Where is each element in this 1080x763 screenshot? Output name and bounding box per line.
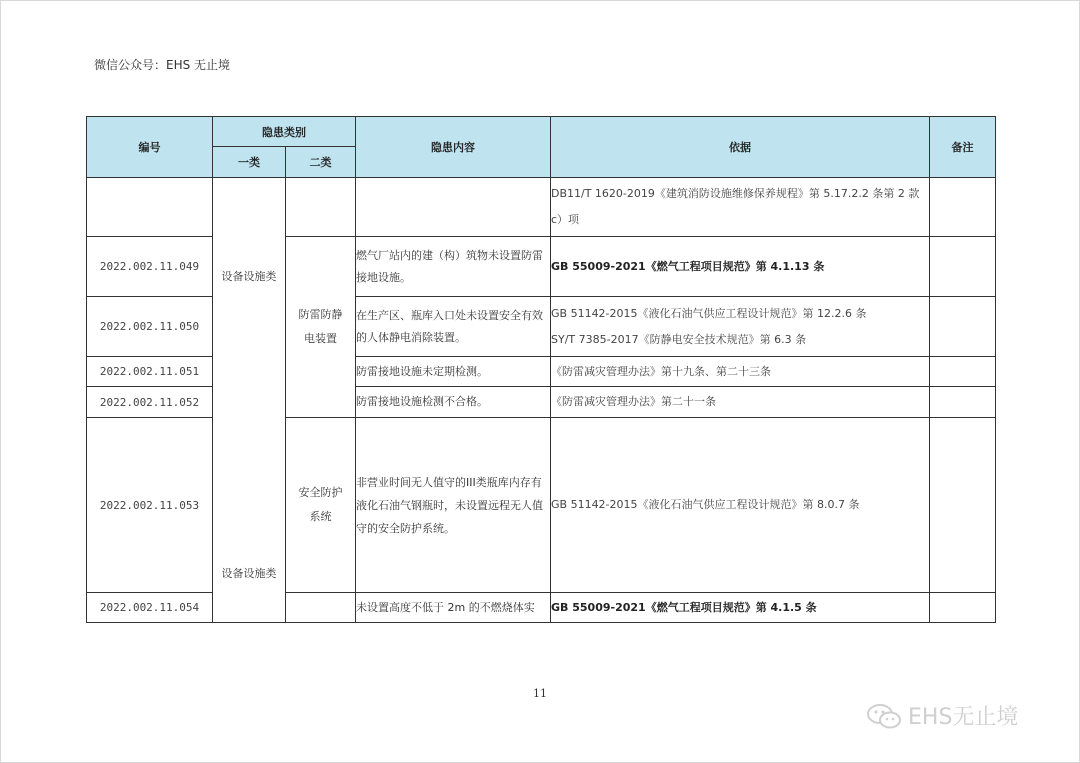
cell-cat2	[286, 237, 356, 418]
basis-line: DB11/T 1620-2019《建筑消防设施维修保养规程》第 5.17.2.2 条第 2 款	[551, 187, 920, 200]
cell-basis	[551, 178, 930, 237]
cell-content: 未设置高度不低于 2m 的不燃烧体实	[356, 593, 551, 623]
cell-content: 非营业时间无人值守的III类瓶库内存有液化石油气钢瓶时，未设置远程无人值守的安全防护系统。	[356, 418, 551, 593]
cell-content: 防雷接地设施未定期检测。	[356, 357, 551, 387]
header-note: 微信公众号：EHS 无止境	[94, 58, 231, 72]
cell-remarks	[930, 297, 996, 357]
cell-code: 2022.002.11.051	[87, 357, 213, 387]
header-content: 隐患内容	[356, 117, 551, 178]
cell-content: 燃气厂站内的建（构）筑物未设置防雷接地设施。	[356, 237, 551, 297]
cat1-label-top: 设备设施类	[221, 270, 277, 283]
header-cat2: 二类	[286, 147, 356, 178]
page-number: 11	[533, 687, 547, 700]
basis-line: 《防雷减灾管理办法》第十九条、第二十三条	[551, 364, 771, 378]
basis-line: GB 51142-2015《液化石油气供应工程设计规范》第 12.2.6 条	[551, 306, 867, 320]
cell-basis	[551, 418, 930, 593]
wechat-icon	[866, 702, 902, 730]
basis-line: GB 55009-2021《燃气工程项目规范》第 4.1.13 条	[551, 259, 825, 273]
table-row	[87, 178, 996, 237]
header-code: 编号	[87, 117, 213, 178]
cell-content: 在生产区、瓶库入口处未设置安全有效的人体静电消除装置。	[356, 297, 551, 357]
basis-line: GB 51142-2015《液化石油气供应工程设计规范》第 8.0.7 条	[551, 498, 860, 511]
cell-cat2	[286, 418, 356, 593]
cell-remarks	[930, 593, 996, 623]
basis-line: SY/T 7385-2017《防静电安全技术规范》第 6.3 条	[551, 332, 807, 346]
header-cat1: 一类	[213, 147, 286, 178]
watermark	[866, 700, 1018, 731]
cell-basis	[551, 357, 930, 387]
cell-code: 2022.002.11.049	[87, 237, 213, 297]
cell-code	[87, 178, 213, 237]
cell-code: 2022.002.11.052	[87, 387, 213, 418]
cat2-label: 安全防护系统	[298, 486, 343, 523]
cell-cat1	[213, 178, 286, 623]
cat1-label-bottom: 设备设施类	[221, 567, 277, 580]
cell-code: 2022.002.11.054	[87, 593, 213, 623]
cell-remarks	[930, 237, 996, 297]
cell-basis	[551, 387, 930, 418]
header-category: 隐患类别	[213, 117, 356, 147]
cell-code: 2022.002.11.050	[87, 297, 213, 357]
cell-basis	[551, 237, 930, 297]
cell-remarks	[930, 418, 996, 593]
cell-remarks	[930, 178, 996, 237]
cell-cat2-empty	[286, 178, 356, 237]
cell-basis	[551, 593, 930, 623]
cell-cat2-empty	[286, 593, 356, 623]
hazard-table	[86, 116, 996, 623]
watermark-text: EHS无止境	[908, 705, 1019, 730]
header-basis: 依据	[551, 117, 930, 178]
cell-content	[356, 178, 551, 237]
header-remarks: 备注	[930, 117, 996, 178]
basis-line: GB 55009-2021《燃气工程项目规范》第 4.1.5 条	[551, 600, 817, 614]
cat2-label: 防雷防静电装置	[298, 308, 343, 345]
basis-line: 《防雷减灾管理办法》第二十一条	[551, 395, 716, 408]
cell-remarks	[930, 387, 996, 418]
basis-line: c）项	[551, 213, 580, 226]
cell-remarks	[930, 357, 996, 387]
cell-basis	[551, 297, 930, 357]
cell-content: 防雷接地设施检测不合格。	[356, 387, 551, 418]
cell-code: 2022.002.11.053	[87, 418, 213, 593]
